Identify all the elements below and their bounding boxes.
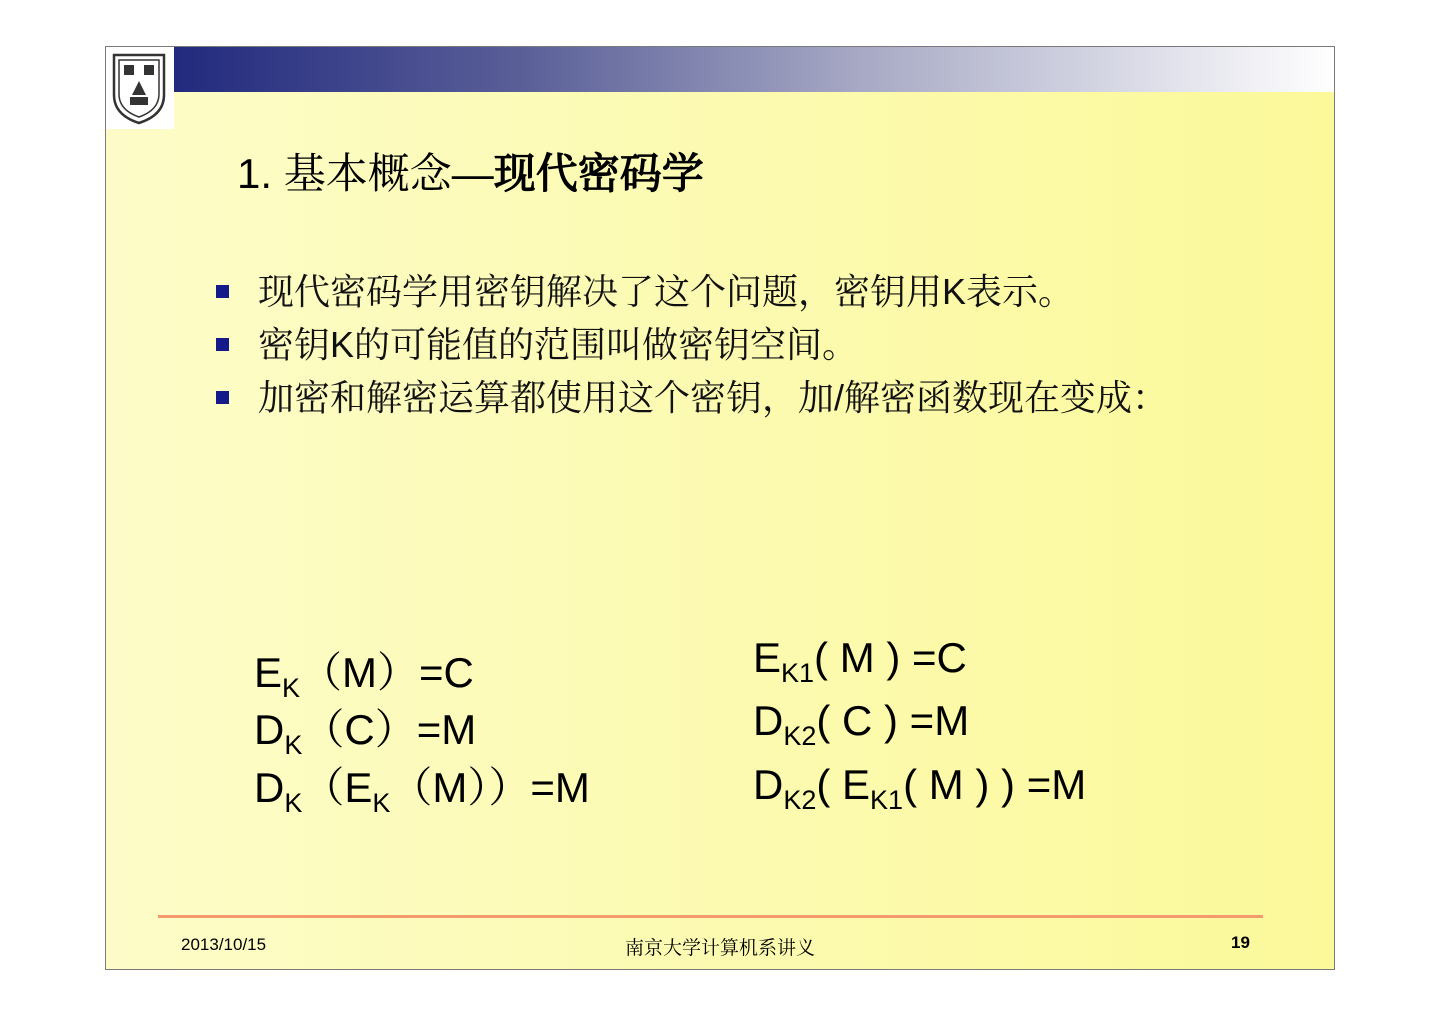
formula-symbol: E	[254, 649, 283, 696]
formula-subscript: K1	[870, 785, 904, 815]
formula-decrypt-k	[254, 697, 476, 761]
formula-decrypt-k2	[753, 697, 969, 752]
bullet-square-icon	[216, 338, 229, 351]
title-normal: 1. 基本概念—	[237, 150, 494, 197]
formula-subscript: K	[282, 673, 301, 703]
formula-encrypt-k	[254, 640, 474, 704]
bullet-item	[216, 269, 1256, 314]
formula-rest: （E	[302, 764, 373, 811]
formula-rest: （M）=C	[300, 649, 474, 696]
formula-subscript: K2	[783, 721, 817, 751]
formula-rest: ( M ) =C	[814, 634, 967, 681]
bullet-text: 现代密码学用密钥解决了这个问题，密钥用K表示。	[258, 271, 1075, 312]
formula-rest: ( M ) ) =M	[903, 761, 1087, 808]
formula-symbol: E	[753, 634, 782, 681]
formula-subscript: K	[372, 788, 391, 818]
bullet-square-icon	[216, 285, 229, 298]
formula-symbol: D	[254, 764, 285, 811]
header-gradient-bar	[174, 47, 1334, 92]
footer-divider	[158, 915, 1263, 918]
formula-subscript: K1	[781, 658, 815, 688]
bullet-text: 密钥K的可能值的范围叫做密钥空间。	[258, 324, 859, 365]
bullet-list	[216, 269, 1256, 428]
formula-rest: （C）=M	[302, 706, 477, 753]
formula-roundtrip-k	[254, 755, 590, 819]
bullet-text: 加密和解密运算都使用这个密钥，加/解密函数现在变成：	[258, 377, 1169, 418]
footer-date: 2013/10/15	[181, 935, 267, 954]
bullet-item	[216, 322, 1256, 367]
formula-rest: ( E	[816, 761, 871, 808]
university-seal-icon	[110, 51, 168, 125]
formula-rest: （M））=M	[390, 764, 590, 811]
formula-subscript: K2	[783, 785, 817, 815]
formula-rest: ( C ) =M	[816, 697, 970, 744]
bullet-square-icon	[216, 391, 229, 404]
page-number: 19	[1231, 933, 1250, 952]
slide	[105, 46, 1335, 970]
formula-symbol: D	[753, 697, 784, 744]
formula-symbol: D	[254, 706, 285, 753]
bullet-item	[216, 375, 1256, 420]
slide-title	[237, 141, 704, 201]
title-bold: 现代密码学	[493, 150, 704, 197]
formula-subscript: K	[284, 730, 303, 760]
university-logo	[106, 47, 174, 129]
formula-roundtrip-k1-k2	[753, 761, 1086, 816]
formula-subscript: K	[284, 788, 303, 818]
formula-symbol: D	[753, 761, 784, 808]
footer-course-title: 南京大学计算机系讲义	[624, 938, 815, 959]
formula-encrypt-k1	[753, 634, 967, 689]
